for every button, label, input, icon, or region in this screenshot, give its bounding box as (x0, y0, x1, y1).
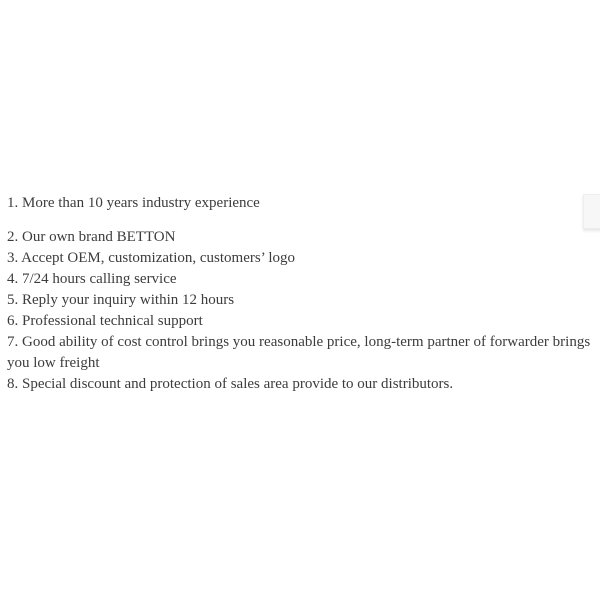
list-item-5: 5. Reply your inquiry within 12 hours (7, 292, 235, 308)
list-item-3: 3. Accept OEM, customization, customers’ logo (7, 250, 295, 266)
list-item-6: 6. Professional technical support (7, 313, 203, 329)
list-item-group (7, 227, 597, 395)
company-advantages-list (7, 193, 597, 395)
list-item-2: 2. Our own brand BETTON (7, 229, 176, 245)
list-item-1: 1. More than 10 years industry experience (7, 195, 260, 211)
side-widget-partial[interactable] (583, 194, 600, 229)
list-item-8: 8. Special discount and protection of sales area provide to our distributors. (7, 376, 454, 392)
list-item-7: 7. Good ability of cost control brings you reasonable price, long-term partner of forwarder brings you low freight (7, 334, 591, 371)
list-item-4: 4. 7/24 hours calling service (7, 271, 177, 287)
